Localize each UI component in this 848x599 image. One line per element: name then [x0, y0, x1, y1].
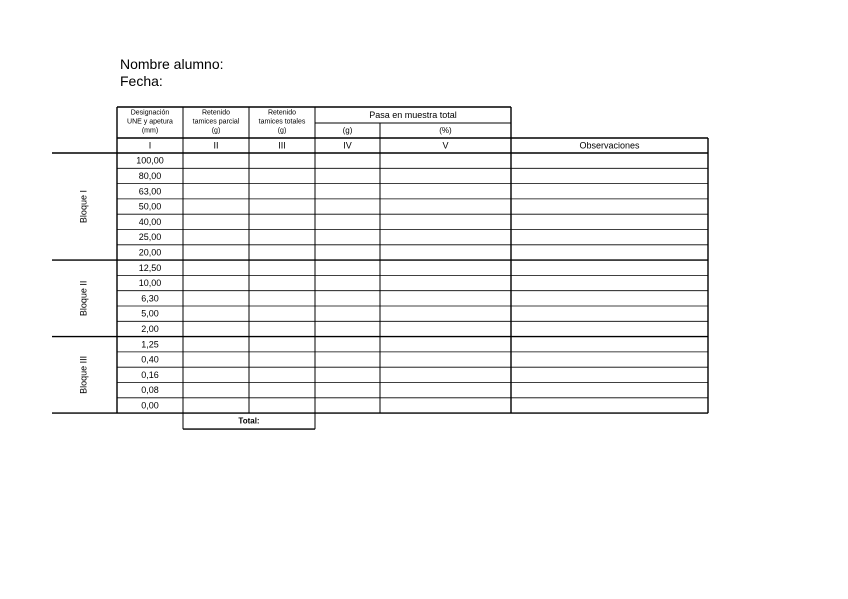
header-sieve-designation: Designación — [130, 109, 170, 117]
sieve-size-value: 12,50 — [138, 262, 162, 273]
column-numeral: IV — [343, 140, 352, 151]
header-partial-retained: Retenido — [201, 109, 231, 117]
header-passing-percent: (%) — [439, 126, 452, 135]
header-sieve-designation: (mm) — [141, 127, 159, 135]
sieve-size-value: 5,00 — [141, 308, 159, 319]
header-total-retained: (g) — [277, 127, 287, 135]
sieve-size-value: 6,30 — [141, 293, 159, 304]
sieve-size-value: 0,40 — [141, 354, 159, 365]
header-partial-retained: tamices parcial — [192, 118, 240, 126]
sieve-size-value: 0,16 — [141, 369, 159, 380]
sieve-size-value: 80,00 — [138, 170, 162, 181]
table-texts — [79, 110, 641, 426]
block-label: Bloque II — [78, 280, 89, 317]
date-label: Fecha: — [120, 73, 163, 89]
sieve-size-value: 0,00 — [141, 400, 159, 411]
sieve-size-value: 50,00 — [138, 201, 162, 212]
block-label: Bloque III — [78, 355, 89, 394]
header-partial-retained: (g) — [211, 127, 221, 135]
sieve-size-value: 40,00 — [138, 216, 162, 227]
header-passing-group: Pasa en muestra total — [369, 110, 457, 120]
sieve-size-value: 25,00 — [138, 232, 162, 243]
column-numeral: II — [213, 140, 219, 151]
header-total-retained: Retenido — [267, 109, 297, 117]
sieve-size-value: 1,25 — [141, 339, 159, 350]
sieve-size-value: 0,08 — [141, 385, 159, 396]
header-total-retained: tamices totales — [258, 118, 306, 126]
block-label: Bloque I — [78, 190, 89, 224]
column-numeral: III — [278, 140, 286, 151]
header-observations: Observaciones — [579, 140, 640, 151]
sieve-size-value: 20,00 — [138, 247, 162, 258]
header-sieve-designation: UNE y apetura — [127, 118, 173, 126]
student-name-label: Nombre alumno: — [120, 56, 224, 72]
sieve-size-value: 63,00 — [138, 186, 162, 197]
sieve-size-value: 2,00 — [141, 323, 159, 334]
sieve-size-value: 100,00 — [136, 155, 164, 166]
column-numeral: I — [148, 140, 152, 151]
header-passing-grams: (g) — [342, 126, 353, 135]
sieve-size-value: 10,00 — [138, 278, 162, 289]
total-label: Total: — [238, 416, 260, 426]
column-numeral: V — [442, 140, 449, 151]
